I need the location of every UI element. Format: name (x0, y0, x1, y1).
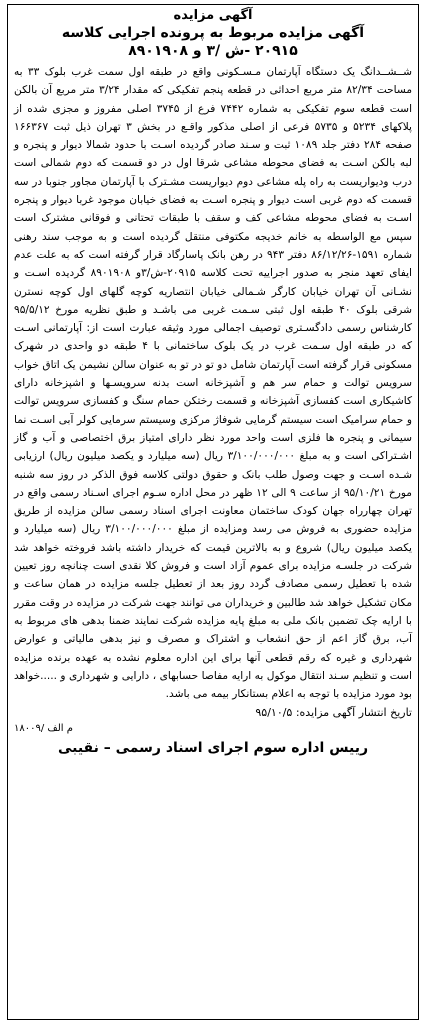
notice-code: م الف /۱۸۰۰۹ (14, 723, 73, 735)
notice-title: آگهی مزایده (173, 8, 253, 23)
file-number: ۲۰۹۱۵ -ش /۳ و ۸۹۰۱۹۰۸ (128, 43, 298, 59)
publication-date: تاریخ انتشار آگهی مزایده: ۹۵/۱۰/۵ (255, 706, 412, 720)
signature: رییس اداره سوم اجرای اسناد رسمی – نقیبی (57, 740, 369, 757)
notice-body: شــشــدانگ یک دستگاه آپارتمان مـسـکونی واقع در طبقه اول سمت غرب بلوک ۳۳ به مساحت ۸۲/۳۴ متر مربع احداثی در قطعه پنجم تفکیکی که مقدار ۳/۲۴ متر مربع آن بالکن است قطعه سوم تفکیکی به شماره ۷۴۴۲ فرع از ۳۷۴۵ اصلی مفروز و مجزی شده از پلاکهای ۵۲۳۴ و ۵۷۳۵ فرعی از اصلی مذکور واقـع در بخش ۳ تهران ذیل ثبت ۱۶۶۳۶۷ صفحه ۲۸۴ دفتر جلد ۱۰۸۹ ثبت و سـند صادر گردیده اسـت با حدود شمالا دیوار و پنجره و لبه بالکن اسـت به فضای محوطه مشاعی شرقا اول در دو قسمت که دوم شمالی است درب ودیواریست به راه پله مشاعی دوم دیواریست مشـترک با آپارتمان مجاور جنوبا در سه قسمت که دوم غربی است دیوار و پنجره اسـت به فضای خیابان موجود غربا دیوار و پنجره اسـت به فضای محوطه مشاعی کف و سقف با طبقات تحتانی و فوقانی مشترک است سپس مع الواسطه به خانم خدیجه مکتوفی منتقل گردیده است و به موجب سند رهنی شماره ۱۵۹۱-۸۶/۱۲/۲۶ دفتر ۹۴۳ در رهن بانک پاسارگاد قرار گرفته است که به علت عدم ایفای تعهد منجر به صدور اجراییه تحت کلاسه ۲۰۹۱۵-ش/۳و ۸۹۰۱۹۰۸ گردیده اسـت و نشـانی آن تهران خیابان کارگر شـمالی خیابان انتصاریه کوچه گلهای اول کوچه نسترن شرقی بلوک ۴۰ طبقه اول ثبتی سـمت غربی می باشـد و طبق نظریه مورخ ۹۵/۵/۱۲ کارشناس رسمی دادگسـتری توصیف اجمالی مورد وثیقه عبارت است از: آپارتمانی اسـت که در طبقه اول سـمت غرب در یک بلوک ساختمانی با ۴ طبقه دو واحدی در شهرک مسکونی قرار گرفته است آپارتمان شامل دو تو در تو به عنوان سالن نشیمن یک اتاق خواب سرویس توالت و حمام سر هم و آشپزخانه است بدنه سرویسـها و اشپزخانه دارای کاشیکاری است کفسازی آشپزخانه و قسمت رختکن حمام سنگ و کفسازی سرویس توالت و حمام سرامیک است سیستم گرمایی شوفاژ مرکزی وسیستم سرمایی کولر آبی اسـت نما سیمانی و پنجره ها فلزی است واحد مورد نظر دارای امتیاز برق اختصاصی و آب و گاز اشـتراکی است و به مبلغ ۳/۱۰۰/۰۰۰/۰۰۰ ریال (سه میلیارد و یکصد میلیون ریال) ارزیابی شـده اسـت و جهت وصول طلب بانک و حقوق دولتی کلاسه فوق الذکر در روز سه شنبه مورخ ۹۵/۱۰/۲۱ از ساعت ۹ الی ۱۲ ظهر در محل اداره سـوم اجرای اسـناد رسمی واقع در تهران چهارراه جهان کودک ساختمان معاونت اجرای اسناد رسمی سالن مزایده از طریق مزایده حضوری به فروش می رسد ومزایده از مبلغ ۳/۱۰۰/۰۰۰/۰۰۰ ریال (سه میلیارد و یکصد میلیون ریال) شروع و به بالاترین قیمت که خریدار داشته باشد فروخته خواهد شد شرکت در جلسـه مزایده برای عموم آزاد است و فروش کلا نقدی است چنانچه روز تعیین شده با تعطیل رسمی مصادف گردد روز بعد از تعطیل جلسه مزایده در همان ساعت و مکان تشکیل خواهد شد طالبین و خریداران می توانند جهت شرکت در مزایده در وقت مقرر با ارایه چک تضمین بانک ملی به مبلغ پایه مزایده شرکت نمایند ضمنا بدهی های مربوط به آب، برق گاز اعم از حق انشعاب و اشتراک و مصرف و نیز بدهی مالیاتی و عوارض شهرداری و غیره که رقم قطعی آنها برای این اداره معلوم نشده به عهده برنده مزایده است و تنظیم سـند انتقال موکول به ارایه مفاصا حسابهای ، دارایی و شهرداری و .....خواهد بود مورد مزایده با توجه به اعلام بستانکار بیمه می باشد. (14, 66, 413, 701)
notice-subtitle: آگهی مزایده مربوط به پرونده اجرایی کلاسه (61, 25, 365, 41)
auction-notice (7, 4, 419, 1020)
